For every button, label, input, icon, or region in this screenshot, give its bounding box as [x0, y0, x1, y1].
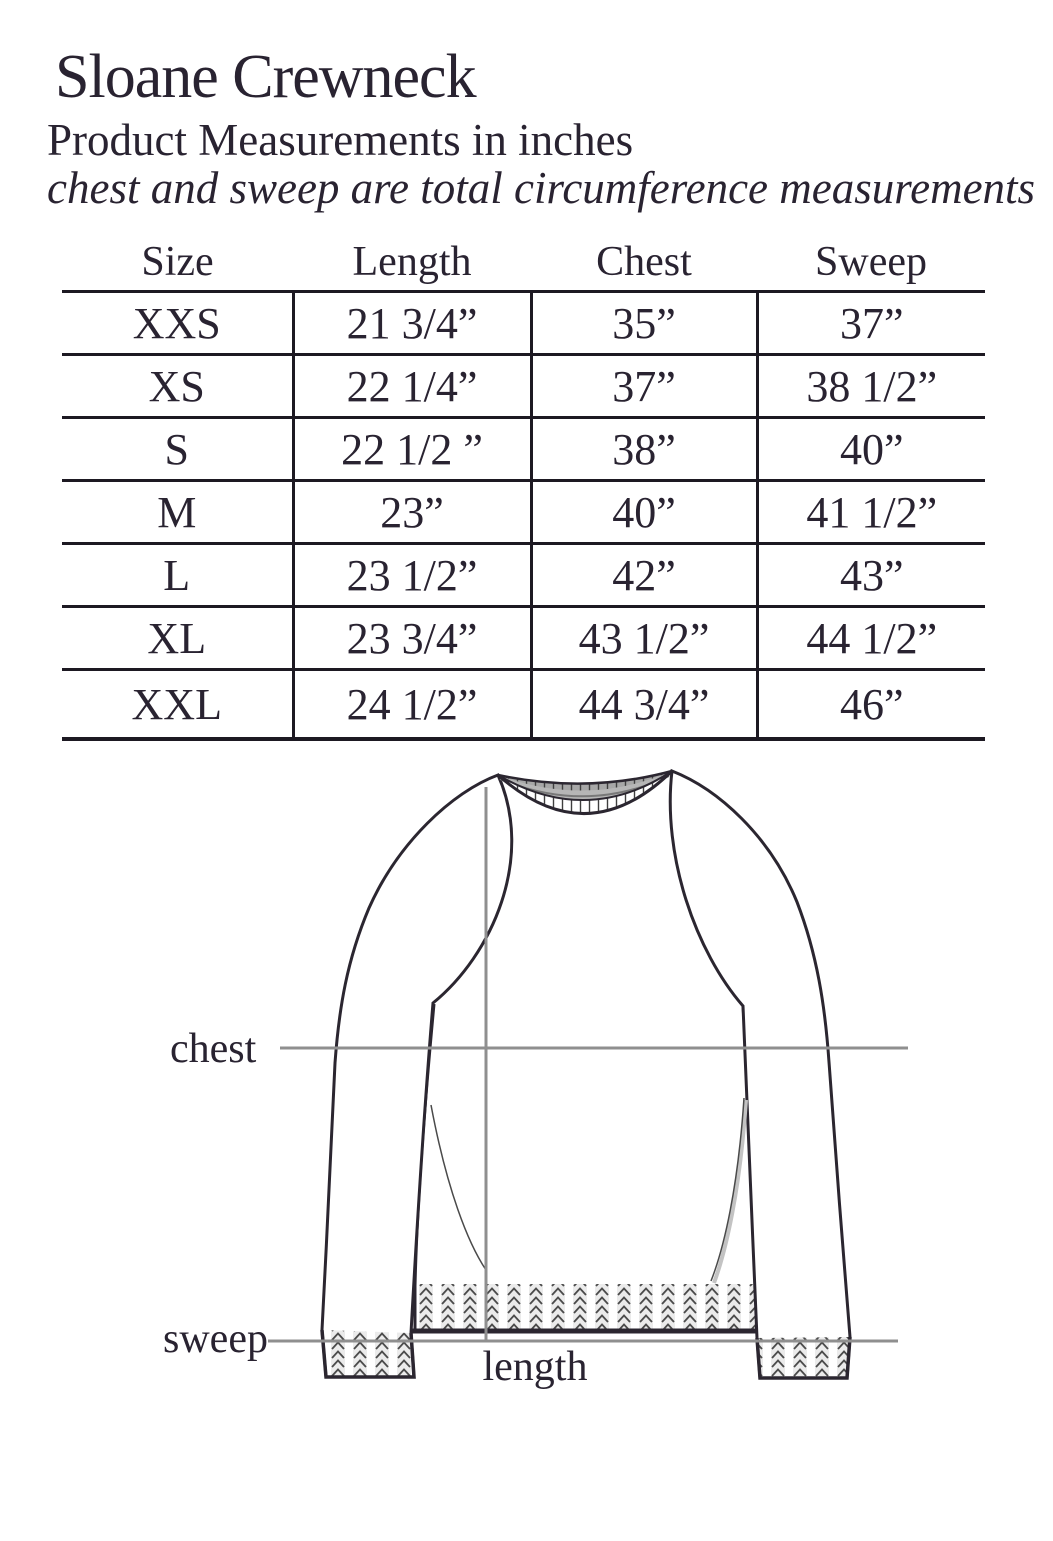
chest-cell: 42” [531, 544, 757, 607]
column-header-length: Length [293, 234, 531, 292]
sweep-cell: 46” [757, 670, 985, 740]
length-cell: 22 1/4” [293, 355, 531, 418]
size-cell: XS [62, 355, 293, 418]
length-cell: 22 1/2 ” [293, 418, 531, 481]
length-cell: 21 3/4” [293, 292, 531, 355]
chest-label: chest [170, 1026, 257, 1072]
chest-cell: 44 3/4” [531, 670, 757, 740]
column-header-size: Size [62, 234, 293, 292]
length-cell: 23 1/2” [293, 544, 531, 607]
page-title: Sloane Crewneck [55, 43, 476, 111]
size-cell: S [62, 418, 293, 481]
measurement-note: chest and sweep are total circumference measurements [47, 163, 1036, 213]
chest-cell: 43 1/2” [531, 607, 757, 670]
chest-cell: 38” [531, 418, 757, 481]
chest-cell: 35” [531, 292, 757, 355]
column-header-sweep: Sweep [757, 234, 985, 292]
chest-cell: 40” [531, 481, 757, 544]
size-cell: M [62, 481, 293, 544]
length-cell: 23” [293, 481, 531, 544]
sweep-cell: 37” [757, 292, 985, 355]
size-cell: L [62, 544, 293, 607]
sweep-cell: 43” [757, 544, 985, 607]
sweep-cell: 44 1/2” [757, 607, 985, 670]
column-header-chest: Chest [531, 234, 757, 292]
length-cell: 23 3/4” [293, 607, 531, 670]
length-cell: 24 1/2” [293, 670, 531, 740]
size-cell: XL [62, 607, 293, 670]
sweep-cell: 40” [757, 418, 985, 481]
chest-cell: 37” [531, 355, 757, 418]
left-cuff-ribbing [322, 1330, 414, 1377]
sweep-cell: 41 1/2” [757, 481, 985, 544]
right-cuff-ribbing [757, 1337, 850, 1378]
size-cell: XXS [62, 292, 293, 355]
page-subtitle: Product Measurements in inches [47, 115, 634, 165]
length-label: length [482, 1344, 588, 1390]
sweep-cell: 38 1/2” [757, 355, 985, 418]
hem-ribbing [412, 1284, 758, 1331]
size-cell: XXL [62, 670, 293, 740]
sweep-label: sweep [163, 1316, 268, 1362]
